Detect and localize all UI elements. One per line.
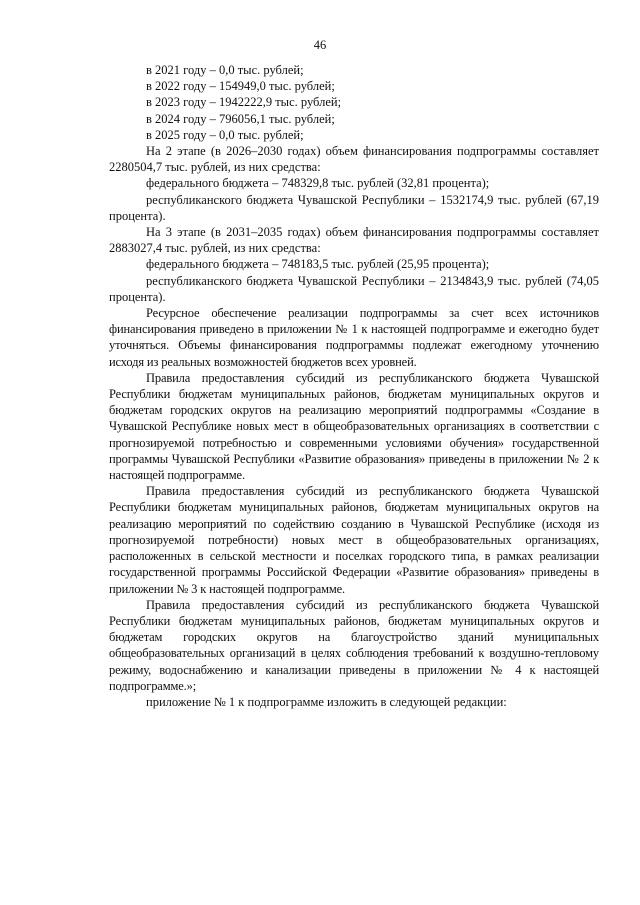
subsidy-rules-appendix-3-paragraph: Правила предоставления субсидий из республиканского бюджета Чувашской Республики бюджетам муниципальных районов, бюджетам муниципальных округов на реализацию мероприятий по содействию созданию в Чувашской Республике (исходя из прогнозируемой потребности) новых мест в общеобразовательных организациях, расположенных в сельской местности и поселках городского типа, в рамках реализации государственной программы Российской Федерации «Развитие образования» приведены в приложении № 3 к настоящей подпрограмме. (109, 484, 599, 596)
subsidy-rules-appendix-4-paragraph: Правила предоставления субсидий из республиканского бюджета Чувашской Республики бюджетам муниципальных районов, бюджетам муниципальных округов и бюджетам городских округов на благоустройство зданий муниципальных общеобразовательных организаций в целях соблюдения требований к воздушно-тепловому режиму, водоснабжению и канализации приведены в приложении № 4 к настоящей подпрограмме.»; (109, 597, 599, 693)
resource-provision-paragraph: Ресурсное обеспечение реализации подпрограммы за счет всех источников финансирования приведено в приложении № 1 к настоящей подпрограмме и ежегодно будет уточняться. Объемы финансирования подпрограммы подлежат ежегодному уточнению исходя из реальных возможностей бюджетов всех уровней. (109, 306, 599, 369)
appendix-1-instruction: приложение № 1 к подпрограмме изложить в следующей редакции: (146, 694, 507, 709)
stage-3-paragraph: На 3 этапе (в 2031–2035 годах) объем финансирования подпрограммы составляет 2883027,4 тыс. рублей, из них средства: (109, 225, 599, 256)
stage-2-republican-line: республиканского бюджета Чувашской Республики – 1532174,9 тыс. рублей (67,19 процента). (109, 192, 599, 223)
funding-2023-line: в 2023 году – 1942222,9 тыс. рублей; (146, 95, 342, 110)
funding-2021-line: в 2021 году – 0,0 тыс. рублей; (146, 63, 304, 77)
page-number: 46 (313, 38, 327, 52)
stage-3-federal-line: федерального бюджета – 748183,5 тыс. рублей (25,95 процента); (146, 257, 490, 272)
funding-2025-line: в 2025 году – 0,0 тыс. рублей; (146, 127, 304, 142)
stage-2-federal-line: федерального бюджета – 748329,8 тыс. рублей (32,81 процента); (146, 176, 490, 191)
funding-2024-line: в 2024 году – 796056,1 тыс. рублей; (146, 111, 335, 126)
subsidy-rules-appendix-2-paragraph: Правила предоставления субсидий из республиканского бюджета Чувашской Республики бюджетам муниципальных районов, бюджетам муниципальных округов и бюджетам городских округов на реализацию мероприятий подпрограммы «Создание в Чувашской Республике новых мест в общеобразовательных организациях в соответствии с прогнозируемой потребностью и современными условиями обучения» государственной программы Чувашской Республики «Развитие образования» приведены в приложении № 2 к настоящей подпрограмме. (109, 370, 599, 483)
funding-2022-line: в 2022 году – 154949,0 тыс. рублей; (146, 79, 335, 94)
stage-3-republican-line: республиканского бюджета Чувашской Республики – 2134843,9 тыс. рублей (74,05 процента). (109, 273, 599, 304)
stage-2-paragraph: На 2 этапе (в 2026–2030 годах) объем финансирования подпрограммы составляет 2280504,7 тыс. рублей, из них средства: (109, 144, 599, 175)
document-body (109, 62, 599, 710)
